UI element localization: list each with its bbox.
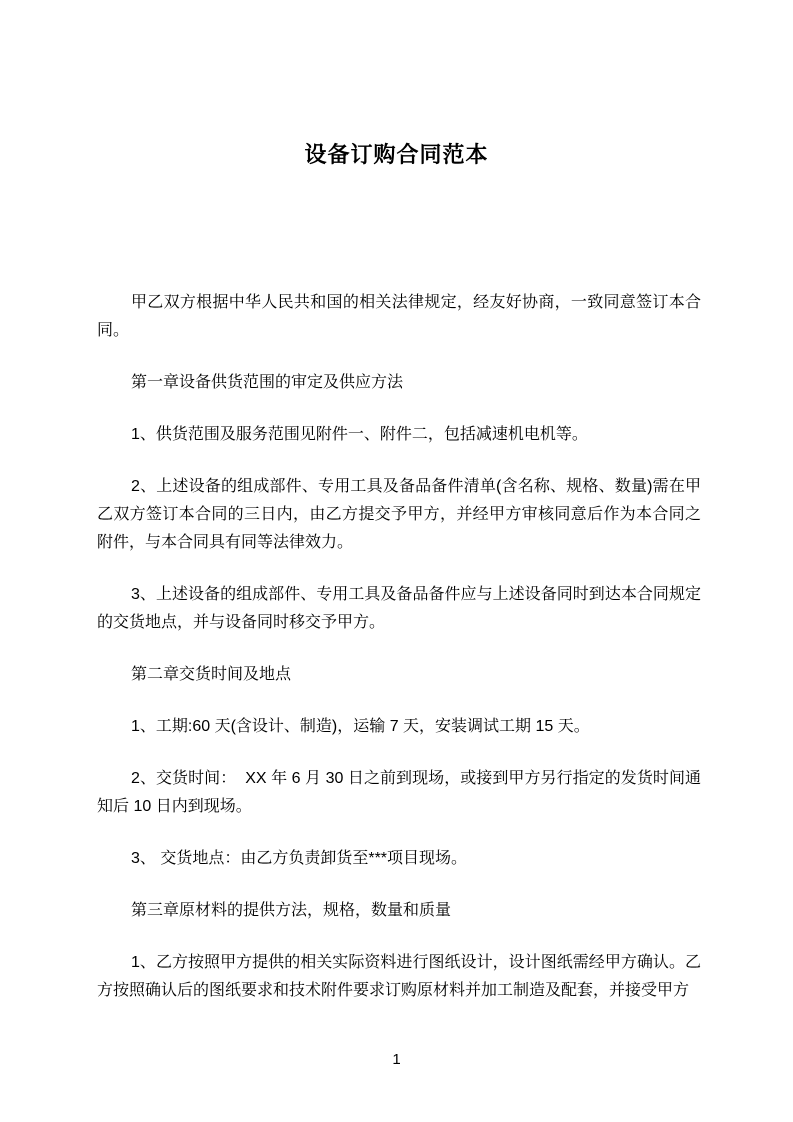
- document-body: [97, 289, 701, 1029]
- chapter-2-heading: 第二章交货时间及地点: [131, 666, 292, 683]
- chapter-2-item-3: 3、 交货地点：由乙方负责卸货至***项目现场。: [131, 850, 468, 867]
- intro-paragraph: 甲乙双方根据中华人民共和国的相关法律规定，经友好协商，一致同意签订本合同。: [97, 294, 701, 339]
- chapter-1-item-1: 1、供货范围及服务范围见附件一、附件二，包括减速机电机等。: [131, 426, 588, 443]
- chapter-3-item-1: 1、乙方按照甲方提供的相关实际资料进行图纸设计，设计图纸需经甲方确认。乙方按照确认后的图纸要求和技术附件要求订购原材料并加工制造及配套，并接受甲方: [97, 954, 701, 999]
- chapter-1-item-3: 3、上述设备的组成部件、专用工具及备品备件应与上述设备同时到达本合同规定的交货地点，并与设备同时移交予甲方。: [97, 586, 701, 631]
- document-title: 设备订购合同范本: [304, 142, 489, 167]
- page-number: 1: [392, 1051, 401, 1068]
- chapter-2-item-1: 1、工期:60 天(含设计、制造)，运输 7 天，安装调试工期 15 天。: [131, 718, 590, 735]
- chapter-2-item-2: 2、交货时间： XX 年 6 月 30 日之前到现场，或接到甲方另行指定的发货时间通知后 10 日内到现场。: [97, 770, 701, 815]
- chapter-1-heading: 第一章设备供货范围的审定及供应方法: [131, 374, 404, 391]
- chapter-3-heading: 第三章原材料的提供方法，规格，数量和质量: [131, 902, 452, 919]
- chapter-1-item-2: 2、上述设备的组成部件、专用工具及备品备件清单(含名称、规格、数量)需在甲乙双方签订本合同的三日内，由乙方提交予甲方，并经甲方审核同意后作为本合同之附件，与本合同具有同等法律效力。: [97, 478, 701, 551]
